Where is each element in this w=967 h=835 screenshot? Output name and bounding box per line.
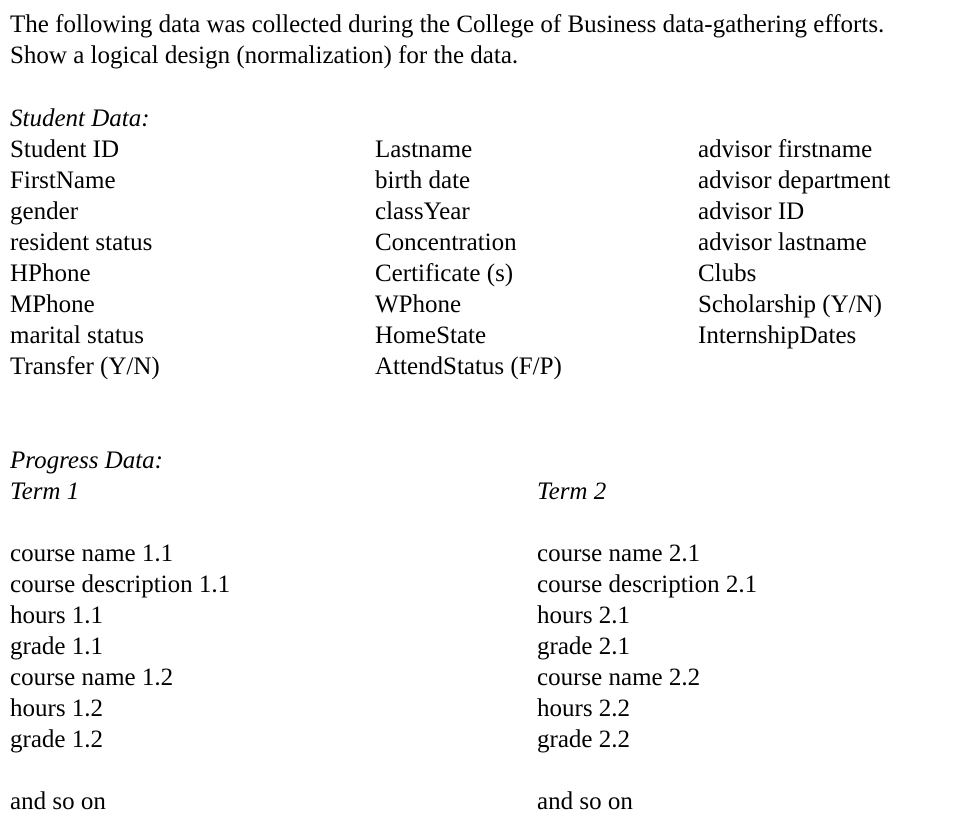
term-1-course-list — [10, 538, 230, 755]
list-item: hours 2.2 — [537, 695, 631, 722]
field-item: Concentration — [375, 229, 517, 256]
intro-paragraph — [10, 9, 960, 71]
term-1-title: Term 1 — [10, 478, 80, 505]
intro-line-1: The following data was collected during the College of Business data-gathering efforts. — [10, 11, 885, 38]
field-item: WPhone — [375, 291, 462, 318]
field-item: MPhone — [10, 291, 95, 318]
list-item: hours 2.1 — [537, 602, 631, 629]
field-item: advisor ID — [698, 198, 805, 225]
field-item: Transfer (Y/N) — [10, 353, 160, 380]
field-item: advisor department — [698, 167, 891, 194]
term-2-and-so-on: and so on — [537, 788, 633, 815]
field-item: Clubs — [698, 260, 757, 287]
list-item: course name 2.1 — [537, 540, 701, 567]
list-item: course name 1.2 — [10, 664, 174, 691]
list-item: course name 2.2 — [537, 664, 701, 691]
student-data-column-2 — [375, 134, 562, 382]
field-item: FirstName — [10, 167, 116, 194]
field-item: gender — [10, 198, 79, 225]
list-item: grade 1.1 — [10, 633, 104, 660]
student-data-column-3 — [698, 134, 890, 351]
field-item: Lastname — [375, 136, 473, 163]
field-item: advisor firstname — [698, 136, 873, 163]
list-item: course description 2.1 — [537, 571, 758, 598]
field-item: Scholarship (Y/N) — [698, 291, 882, 318]
field-item: classYear — [375, 198, 470, 225]
field-item: Student ID — [10, 136, 120, 163]
list-item: grade 1.2 — [10, 726, 104, 753]
field-item: AttendStatus (F/P) — [375, 353, 562, 380]
field-item: resident status — [10, 229, 153, 256]
field-item: HPhone — [10, 260, 91, 287]
field-item: InternshipDates — [698, 322, 857, 349]
field-item: Certificate (s) — [375, 260, 514, 287]
progress-data-title: Progress Data: — [10, 447, 164, 474]
term-1-and-so-on: and so on — [10, 788, 106, 815]
term-2-title: Term 2 — [537, 478, 607, 505]
intro-line-2: Show a logical design (normalization) for the data. — [10, 42, 519, 69]
student-data-title: Student Data: — [10, 105, 150, 132]
list-item: grade 2.2 — [537, 726, 631, 753]
field-item: advisor lastname — [698, 229, 867, 256]
student-data-column-1 — [10, 134, 160, 382]
term-2-course-list — [537, 538, 757, 755]
list-item: hours 1.1 — [10, 602, 104, 629]
list-item: grade 2.1 — [537, 633, 631, 660]
field-item: marital status — [10, 322, 144, 349]
list-item: hours 1.2 — [10, 695, 104, 722]
field-item: birth date — [375, 167, 471, 194]
list-item: course name 1.1 — [10, 540, 174, 567]
list-item: course description 1.1 — [10, 571, 231, 598]
field-item: HomeState — [375, 322, 487, 349]
